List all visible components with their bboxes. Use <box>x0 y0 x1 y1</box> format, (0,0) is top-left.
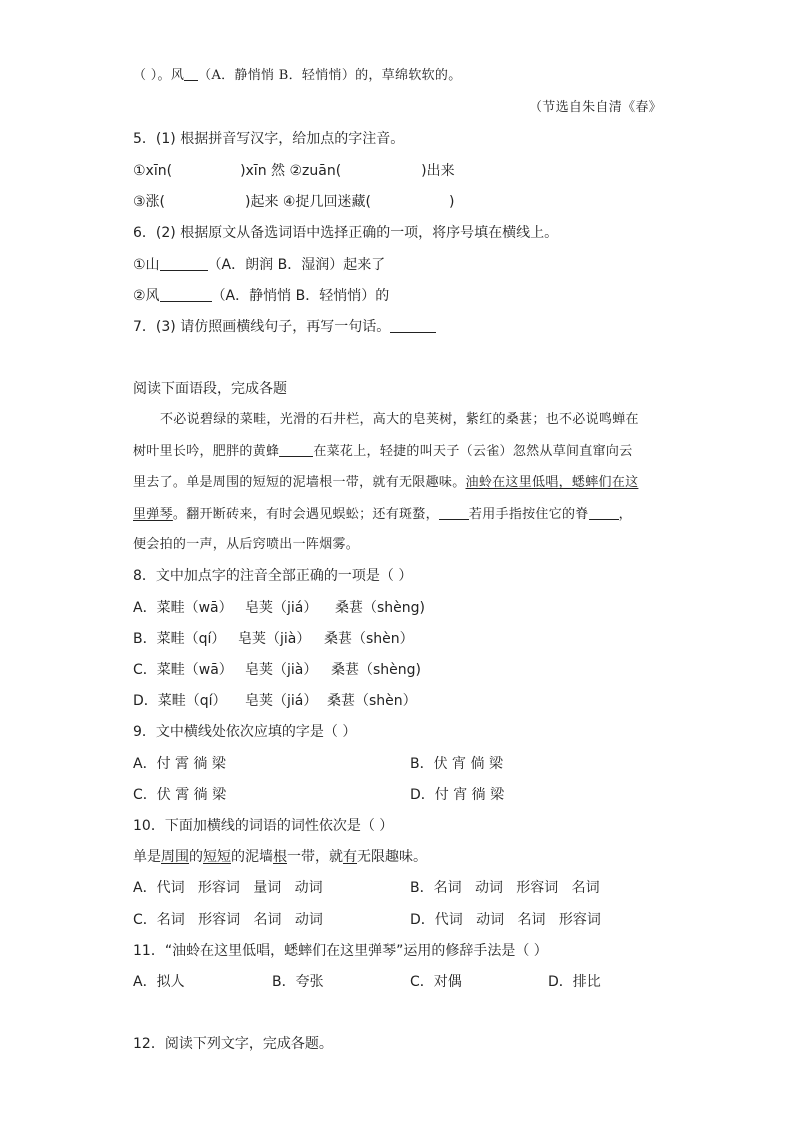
q8-d-2: 皂荚（jiá） <box>245 693 318 709</box>
q11-stem: 11．“油蛉在这里低唱，蟋蟀们在这里弹琴”运用的修辞手法是（ ） <box>133 943 548 959</box>
q7-stem-text: 7．(3) 请仿照画横线句子，再写一句话。 <box>133 319 391 335</box>
passage-line-5: 便会拍的一声，从后窍喷出一阵烟雾。 <box>133 537 360 552</box>
q8-b-1: B．菜畦（qí） <box>133 631 226 647</box>
q8-d-3: 桑葚（shèn） <box>327 693 417 709</box>
q8-option-b[interactable] <box>133 630 414 648</box>
q5-row2 <box>133 193 454 211</box>
q10-underlined-1: 周围 <box>161 849 189 865</box>
q5-r1-b: )xīn 然 ②zuān( <box>240 163 342 179</box>
passage-4c: ， <box>618 507 632 522</box>
top-line-a: （ ）。风 <box>133 68 185 83</box>
top-line <box>133 66 462 85</box>
q11-option-a[interactable]: A．拟人 <box>133 974 185 990</box>
passage-2a: 树叶里长吟，肥胖的黄蜂 <box>133 444 280 459</box>
q5-row1 <box>133 162 455 180</box>
q7-blank[interactable] <box>390 318 436 333</box>
q10-option-b[interactable]: B．名词 动词 形容词 名词 <box>410 880 600 896</box>
passage-blank-1[interactable] <box>279 442 313 457</box>
q6-stem: 6．(2) 根据原文从备选词语中选择正确的一项，将序号填在横线上。 <box>133 225 559 241</box>
q10-underlined-3: 根 <box>273 849 287 865</box>
q10-sentence <box>133 848 427 866</box>
q8-a-1: A．菜畦（wā） <box>133 600 233 616</box>
passage-4a: 。翻开断砖来，有时会遇见蜈蚣；还有斑蝥， <box>172 507 439 522</box>
q5-r2-a: ③涨( <box>133 194 166 210</box>
underlined-sentence-b: 里弹琴 <box>133 507 173 522</box>
q6-blank-1[interactable] <box>160 256 208 271</box>
passage-line-3 <box>133 474 638 492</box>
q10-s-d: 一带，就 <box>287 849 343 865</box>
q7-stem <box>133 318 436 336</box>
answer-blank[interactable] <box>184 66 198 81</box>
q8-b-2: 皂荚（jià） <box>238 631 311 647</box>
q8-option-d[interactable] <box>133 692 417 710</box>
q6-row2 <box>133 287 389 305</box>
q8-b-3: 桑葚（shèn） <box>324 631 414 647</box>
q8-a-3: 桑葚（shèng) <box>335 600 426 616</box>
q8-d-1: D．菜畦（qí） <box>133 693 227 709</box>
passage-4b: 若用手指按住它的脊 <box>468 507 589 522</box>
passage-2b: 在菜花上，轻捷的叫天子（云雀）忽然从草间直窜向云 <box>313 444 633 459</box>
passage-blank-2[interactable] <box>439 505 469 520</box>
q11-option-c[interactable]: C．对偶 <box>410 974 462 990</box>
q10-s-a: 单是 <box>133 849 161 865</box>
passage-line-2 <box>133 442 633 461</box>
q11-option-d[interactable]: D．排比 <box>548 974 601 990</box>
passage-3a: 里去了。单是周围的短短的泥墙根一带，就有无限趣味。 <box>133 475 466 490</box>
q8-c-2: 皂荚（jià） <box>245 662 318 678</box>
q6-blank-2[interactable] <box>160 287 212 302</box>
passage-line-4 <box>133 505 632 524</box>
q10-s-e: 无限趣味。 <box>357 849 427 865</box>
q10-underlined-4: 有 <box>343 849 357 865</box>
q11-option-b[interactable]: B．夸张 <box>272 974 324 990</box>
q6-row1 <box>133 256 385 274</box>
q5-r1-a: ①xīn( <box>133 163 173 179</box>
q8-stem: 8．文中加点字的注音全部正确的一项是（ ） <box>133 568 413 584</box>
source-citation: （节选自朱自清《春》 <box>528 100 662 115</box>
q10-option-a[interactable]: A．代词 形容词 量词 动词 <box>133 880 323 896</box>
q8-option-c[interactable] <box>133 661 421 679</box>
q8-option-a[interactable] <box>133 599 425 617</box>
underlined-sentence-a: 油蛉在这里低唱，蟋蟀们在这 <box>465 475 639 490</box>
q5-stem: 5．(1) 根据拼音写汉字，给加点的字注音。 <box>133 131 405 147</box>
passage-line-1: 不必说碧绿的菜畦，光滑的石井栏，高大的皂荚树，紫红的桑葚；也不必说鸣蝉在 <box>160 412 639 427</box>
q5-r2-b: )起来 ④捉几回迷藏( <box>245 194 371 210</box>
q6-r2-a: ②风 <box>133 288 160 304</box>
q8-c-3: 桑葚（shèng) <box>331 662 422 678</box>
q5-r1-c: )出来 <box>421 163 455 179</box>
q6-r2-b: （A．静悄悄 B．轻悄悄）的 <box>211 288 390 304</box>
passage-heading: 阅读下面语段，完成各题 <box>133 381 287 397</box>
passage-blank-3[interactable] <box>589 505 619 520</box>
q12-stem: 12．阅读下列文字，完成各题。 <box>133 1036 333 1052</box>
q8-a-2: 皂荚（jiá） <box>245 600 318 616</box>
q5-r2-c: ) <box>448 194 455 210</box>
q8-c-1: C．菜畦（wā） <box>133 662 233 678</box>
q10-s-c: 的泥墙 <box>231 849 273 865</box>
q9-option-a[interactable]: A．付 霄 徜 梁 <box>133 756 226 772</box>
q6-r1-b: （A．朗润 B．湿润）起来了 <box>207 257 386 273</box>
q10-option-c[interactable]: C．名词 形容词 名词 动词 <box>133 912 323 928</box>
q6-r1-a: ①山 <box>133 257 160 273</box>
q10-underlined-2: 短短 <box>203 849 231 865</box>
q10-s-b: 的 <box>189 849 203 865</box>
q9-stem: 9．文中横线处依次应填的字是（ ） <box>133 724 357 740</box>
q10-option-d[interactable]: D．代词 动词 名词 形容词 <box>410 912 601 928</box>
q10-stem: 10．下面加横线的词语的词性依次是（ ） <box>133 818 394 834</box>
q9-option-c[interactable]: C．伏 霄 徜 梁 <box>133 787 227 803</box>
q9-option-d[interactable]: D．付 宵 徜 梁 <box>410 787 505 803</box>
q9-option-b[interactable]: B．伏 宵 倘 梁 <box>410 756 503 772</box>
top-line-b: （A．静悄悄 B．轻悄悄）的，草绵软软的。 <box>198 68 462 83</box>
